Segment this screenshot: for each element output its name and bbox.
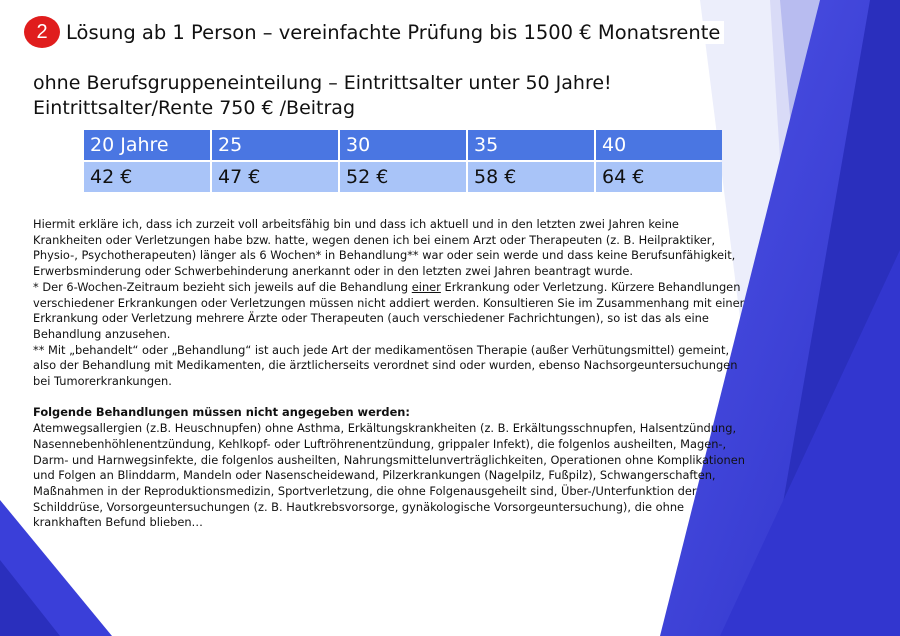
table-cell: 47 € bbox=[212, 162, 338, 192]
table-cell: 58 € bbox=[468, 162, 594, 192]
exclusions-heading: Folgende Behandlungen müssen nicht angegeben werden: bbox=[33, 405, 410, 420]
footnote-text: * Der 6-Wochen-Zeitraum bezieht sich jeweils auf die Behandlung bbox=[33, 279, 412, 294]
body-text bbox=[33, 217, 748, 531]
exclusions-list: Atemwegsallergien (z.B. Heuschnupfen) ohne Asthma, Erkältungskrankheiten (z. B. Erkältungsschnupfen, Halsentzündung, Nasennebenhöhlenentzündung, Kehlkopf- oder Luftröhrenentzündung, grippaler Infekt), die folgenlos ausheilten, Magen-, Darm- und Harnwegsinfekte, die folgenlos ausheilten, Nahrungsmittelunverträglichkeiten, Operationen ohne Komplikationen und Folgen an Blinddarm, Mandeln oder Nasenscheidewand, Pilzerkrankungen (Nagelpilz, Fußpilz), Schwangerschaften, Maßnahmen in der Reproduktionsmedizin, Sportverletzung, die ohne Folgenausgeheilt sind, Über-/Unterfunktion der Schilddrüse, Vorsorgeuntersuchungen (z. B. Hautkrebsvorsorge, gynäkologische Vorsorgeuntersuchung), die ohne krankhaften Befund blieben… bbox=[33, 421, 745, 530]
table-header-cell: 30 bbox=[340, 130, 466, 160]
table-cell: 42 € bbox=[84, 162, 210, 192]
slide-title: Lösung ab 1 Person – vereinfachte Prüfung bis 1500 € Monatsrente bbox=[66, 21, 724, 44]
footnote-treatment: ** Mit „behandelt“ oder „Behandlung“ ist auch jede Art der medikamentösen Therapie (außer Verhütungsmittel) gemeint, also der Behandlung mit Medikamenten, die ärztlicherseits verordnet sind oder wurden, ebenso Nachsorgeuntersuchungen bei Tumorerkrankungen. bbox=[33, 342, 738, 389]
table-cell: 64 € bbox=[596, 162, 722, 192]
subtitle-line-1: ohne Berufsgruppeneinteilung – Eintrittsalter unter 50 Jahre! bbox=[33, 72, 612, 94]
subtitle-line-2: Eintrittsalter/Rente 750 € /Beitrag bbox=[33, 97, 355, 119]
table-header-cell: 25 bbox=[212, 130, 338, 160]
footnote-text: Erkrankung oder Verletzung. Kürzere Behandlungen verschiedener Erkrankungen oder Verletzungen müssen nicht addiert werden. Konsultieren Sie im Zusammenhang mit einer Erkrankung oder Verletzung mehrere Ärzte oder Therapeuten (auch verschiedener Fachrichtungen), so ist das als eine Behandlung anzusehen. bbox=[33, 279, 745, 341]
price-table bbox=[82, 128, 724, 194]
subtitle bbox=[33, 71, 612, 121]
table-cell: 52 € bbox=[340, 162, 466, 192]
number-badge: 2 bbox=[24, 16, 60, 48]
table-header-cell: 35 bbox=[468, 130, 594, 160]
table-header-row bbox=[84, 130, 722, 160]
table-header-cell: 20 Jahre bbox=[84, 130, 210, 160]
table-row bbox=[84, 162, 722, 192]
title-row bbox=[24, 16, 724, 48]
spacer bbox=[33, 390, 748, 406]
footnote-six-weeks bbox=[33, 280, 748, 343]
declaration-paragraph: Hiermit erkläre ich, dass ich zurzeit voll arbeitsfähig bin und dass ich aktuell und in den letzten zwei Jahren keine Krankheiten oder Verletzungen habe bzw. hatte, wegen denen ich bei einem Arzt oder Therapeuten (z. B. Heilpraktiker, Physio-, Psychotherapeuten) länger als 6 Wochen* in Behandlung** war oder sein werde und dass keine Berufsunfähigkeit, Erwerbsminderung oder Schwerbehinderung anerkannt oder in den letzten zwei Jahren beantragt wurde. bbox=[33, 217, 736, 279]
table-header-cell: 40 bbox=[596, 130, 722, 160]
underlined-word: einer bbox=[411, 279, 441, 294]
